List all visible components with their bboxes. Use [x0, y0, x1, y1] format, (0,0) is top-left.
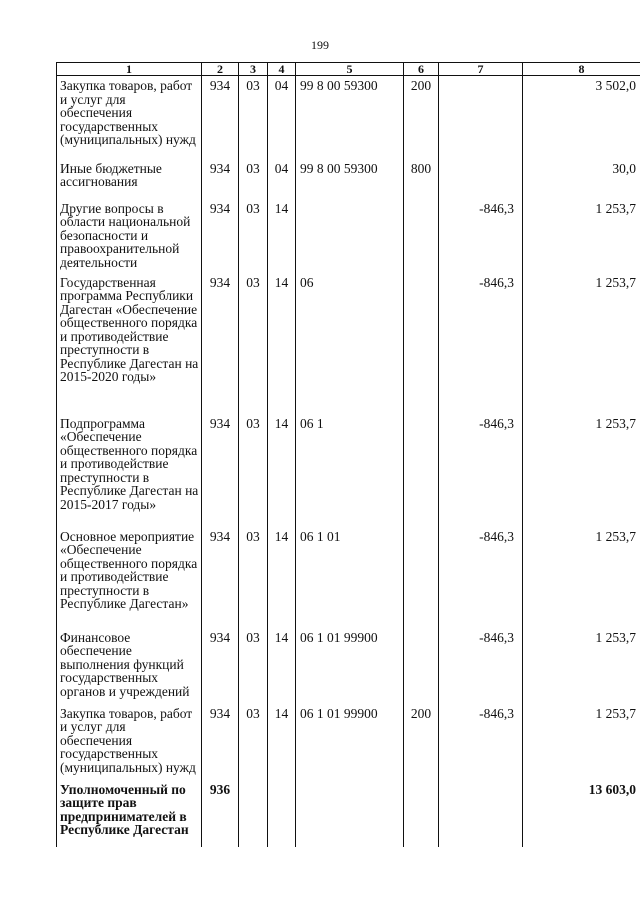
row-col4	[268, 780, 296, 847]
row-col4: 14	[268, 199, 296, 273]
row-col2: 934	[202, 76, 239, 159]
row-col7: -846,3	[439, 273, 523, 414]
table-row	[57, 199, 640, 273]
row-col6: 800	[404, 159, 439, 199]
row-col6	[404, 780, 439, 847]
table-row	[57, 273, 640, 414]
col-header-2: 2	[202, 63, 239, 76]
row-col5	[296, 199, 404, 273]
row-col8: 1 253,7	[523, 414, 640, 527]
row-col7	[439, 159, 523, 199]
row-col5: 06	[296, 273, 404, 414]
row-col2: 934	[202, 527, 239, 628]
header-row	[57, 63, 640, 76]
row-name: Государственная программа Республики Дагестан «Обеспечение общественного порядка и противодействие преступности в Республике Дагестан на 2015-2020 годы»	[57, 273, 202, 414]
row-col5: 99 8 00 59300	[296, 76, 404, 159]
row-col4: 04	[268, 76, 296, 159]
row-col2: 934	[202, 414, 239, 527]
col-header-1: 1	[57, 63, 202, 76]
row-col6	[404, 628, 439, 704]
row-col7	[439, 76, 523, 159]
row-col4: 14	[268, 527, 296, 628]
row-name: Уполномоченный по защите прав предпринимателей в Республике Дагестан	[57, 780, 202, 847]
col-header-4: 4	[268, 63, 296, 76]
row-col3: 03	[239, 628, 268, 704]
row-col4: 04	[268, 159, 296, 199]
row-col8: 1 253,7	[523, 527, 640, 628]
row-col3: 03	[239, 273, 268, 414]
table-row	[57, 159, 640, 199]
row-col6	[404, 414, 439, 527]
row-col5: 99 8 00 59300	[296, 159, 404, 199]
row-col5	[296, 780, 404, 847]
row-col6	[404, 199, 439, 273]
table-row	[57, 704, 640, 780]
row-col8: 1 253,7	[523, 704, 640, 780]
row-col4: 14	[268, 628, 296, 704]
row-col8: 3 502,0	[523, 76, 640, 159]
row-col3: 03	[239, 414, 268, 527]
table-row	[57, 414, 640, 527]
row-col5: 06 1 01	[296, 527, 404, 628]
col-header-3: 3	[239, 63, 268, 76]
row-col7: -846,3	[439, 199, 523, 273]
row-col4: 14	[268, 704, 296, 780]
col-header-7: 7	[439, 63, 523, 76]
row-col7: -846,3	[439, 414, 523, 527]
row-col7: -846,3	[439, 527, 523, 628]
row-col2: 934	[202, 704, 239, 780]
row-col2: 934	[202, 628, 239, 704]
budget-table	[56, 62, 640, 847]
row-col8: 1 253,7	[523, 199, 640, 273]
row-col8: 1 253,7	[523, 628, 640, 704]
table-row	[57, 76, 640, 159]
row-col5: 06 1 01 99900	[296, 704, 404, 780]
row-col7: -846,3	[439, 704, 523, 780]
row-col7: -846,3	[439, 628, 523, 704]
row-col3: 03	[239, 704, 268, 780]
row-col3: 03	[239, 76, 268, 159]
page-number: 199	[311, 38, 329, 52]
row-col8: 13 603,0	[523, 780, 640, 847]
row-col3: 03	[239, 159, 268, 199]
row-name: Основное мероприятие «Обеспечение общественного порядка и противодействие преступности в Республике Дагестан»	[57, 527, 202, 628]
row-name: Иные бюджетные ассигнования	[57, 159, 202, 199]
row-name: Закупка товаров, работ и услуг для обеспечения государственных (муниципальных) нужд	[57, 704, 202, 780]
row-name: Финансовое обеспечение выполнения функций государственных органов и учреждений	[57, 628, 202, 704]
col-header-6: 6	[404, 63, 439, 76]
col-header-5: 5	[296, 63, 404, 76]
table-row	[57, 628, 640, 704]
row-col8: 30,0	[523, 159, 640, 199]
row-col3: 03	[239, 527, 268, 628]
table-row	[57, 780, 640, 847]
row-col6	[404, 273, 439, 414]
row-col5: 06 1	[296, 414, 404, 527]
table-row	[57, 527, 640, 628]
row-col6: 200	[404, 704, 439, 780]
row-col5: 06 1 01 99900	[296, 628, 404, 704]
row-col2: 934	[202, 199, 239, 273]
col-header-8: 8	[523, 63, 640, 76]
row-col2: 936	[202, 780, 239, 847]
row-col7	[439, 780, 523, 847]
row-name: Другие вопросы в области национальной безопасности и правоохранительной деятельности	[57, 199, 202, 273]
row-col4: 14	[268, 414, 296, 527]
row-col2: 934	[202, 159, 239, 199]
row-col4: 14	[268, 273, 296, 414]
row-col8: 1 253,7	[523, 273, 640, 414]
row-col6	[404, 527, 439, 628]
row-col3: 03	[239, 199, 268, 273]
row-name: Подпрограмма «Обеспечение общественного порядка и противодействие преступности в Республике Дагестан на 2015-2017 годы»	[57, 414, 202, 527]
row-col6: 200	[404, 76, 439, 159]
row-col3	[239, 780, 268, 847]
row-col2: 934	[202, 273, 239, 414]
row-name: Закупка товаров, работ и услуг для обеспечения государственных (муниципальных) нужд	[57, 76, 202, 159]
